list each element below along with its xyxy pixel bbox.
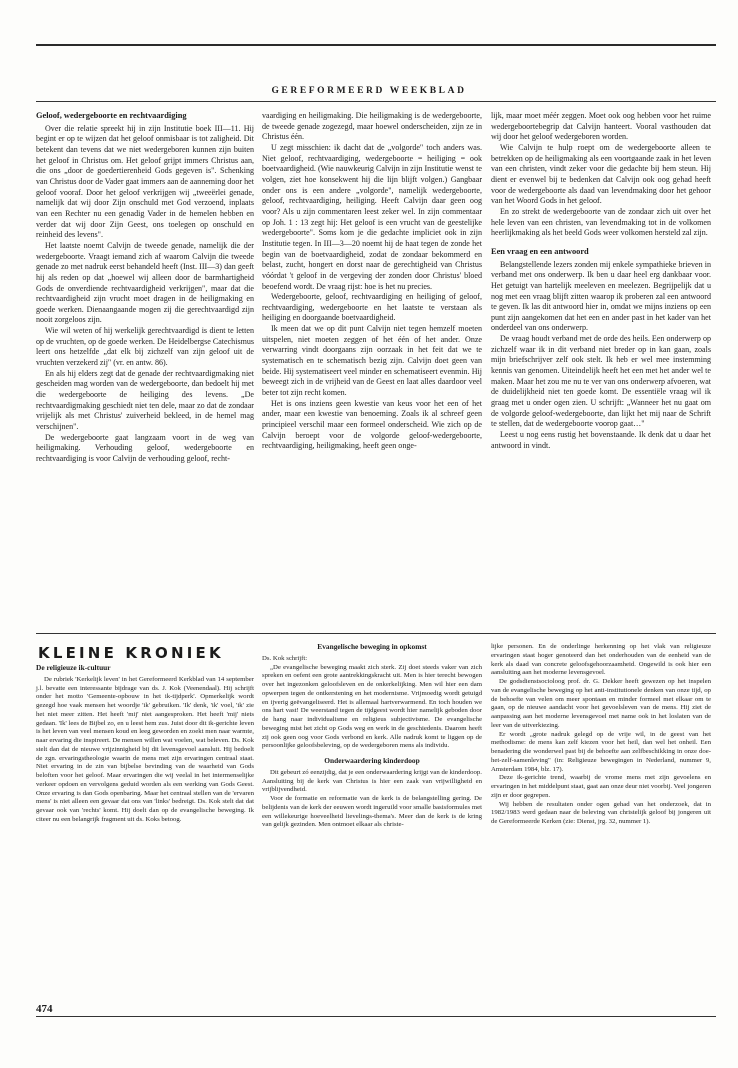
paragraph: Het is ons inziens geen kwestie van keus voor het een of het ander, maar een kwestie van benoeming. Zoals ik al schreef geen principieel verschil maar een formeel onderscheid. Wie zich op de Calvijn beroept voor de volgorde geloof-wedergeboorte, rechtvaardiging, heiligmaking, heeft geen onge-: [262, 398, 482, 451]
article-column-3: [491, 111, 711, 451]
kroniek-title: KLEINE KRONIEK: [38, 644, 224, 662]
paragraph: U zegt misschien: ik dacht dat de „volgorde" toch anders was. Niet geloof, rechtvaardiging, wedergeboorte = heiliging = ook boetvaardigheid. (Wie nauwkeurig Calvijn in zijn Institutie wenst te volgen, ziet hoe konsekwent hij die lijn blijft volgen.) Gangbaar onder ons is een andere „volgorde", namelijk wedergeboorte, geloof, rechtvaardiging, heiliging. Heeft Calvijn daar geen oog voor? Als u zijn commentaren leest zeker wel. In zijn commentaar op Joh. 1 : 13 zegt hij: Het geloof is een vrucht van de geestelijke wedergeboorte". Soms kom je die gedachte impliciet ook in zijn Institutie tegen. In III—3—20 noemt hij de haat tegen de zonde het begin van de boetvaardigheid, zodat de zondaar bekommerd en belast, zucht, hongert en dorst naar de gerechtigheid van Christus vóórdat 't geloof in de vergeving der zonden door Christus' bloed beoefend wordt. De vraag rijst: hoe is het nu precies.: [262, 142, 482, 291]
paragraph: En zo strekt de wedergeboorte van de zondaar zich uit over het hele leven van een christen, van levendmaking tot in de volkomen heerlijkmaking als het beeld Gods weer volkomen hersteld zal zijn.: [491, 206, 711, 238]
running-header: GEREFORMEERD WEEKBLAD: [271, 86, 467, 96]
page-number: 474: [36, 1003, 53, 1015]
paragraph: En als hij elders zegt dat de genade der rechtvaardigmaking niet gescheiden mag worden van de wedergeboorte, dan bedoelt hij met die wedergeboorte de heiliging des levens. „De rechtvaardigmaking geschiedt niet ten dele, maar zo dat de zondaar vrijelijk als met Christus' zuiverheid bekleed, in de hemel mag verschijnen".: [36, 368, 254, 432]
paragraph: Het laatste noemt Calvijn de tweede genade, namelijk die der wedergeboorte. Vraagt iemand zich af waarom Calvijn die tweede genade zo met nadruk eerst behandeld heeft (Inst. III—3) dan geeft hij als reden op dat „hoewel wij alleen door de barmhartigheid Gods de onverdiende rechtvaardigheid verkrijgen", maar dat die rechtvaardigheid zijn vrucht moet dragen in de heiligmaking en goede werken. Dienaangaande mogen zij die gerechtvaardigd zijn nooit zorgeloos zijn.: [36, 240, 254, 325]
kroniek-column-2: [262, 633, 482, 830]
paragraph: Er wordt „grote nadruk gelegd op de vrije wil, in de geest van het methodisme: de mens kan zelf kiezen voor het heil, dan wel het onheil. Een benadering die wonderwel past bij de behoefte aan zelfbeschikking in onze doe-het-zelf-samenleving" (in: Religieuze bewegingen in Nederland, nummer 9, Amsterdam 1984, blz. 17).: [491, 730, 711, 773]
paragraph: Wie wil weten of hij werkelijk gerechtvaardigd is dient te letten op de vruchten, op de goede werken. De Heidelbergse Catechismus leert ons hetzelfde „dat elk bij zichzelf van zijn geloof uit de vruchten verzekerd zij" (vr. en antw. 86).: [36, 326, 254, 368]
paragraph: Wie Calvijn te hulp roept om de wedergeboorte alleen te betrekken op de heiligmaking als een voortgaande zaak in het leven van een christen, vindt zeker voor die gedachte bij hem steun. Hij dient er evenwel bij te bedenken dat Calvijn ook oog gehad heeft voor de wedergeboorte als daad van levendmaking door het gehoor van het Woord Gods in het geloof.: [491, 142, 711, 206]
section-heading: Onderwaardering kinderdoop: [324, 756, 420, 765]
paragraph: De godsdienstsocioloog prof. dr. G. Dekker heeft gewezen op het inspelen van de evangelische beweging op het anti-institutionele denken van onze tijd, op de behoefte van velen om meer spontaan en minder formeel met elkaar om te gaan, op de nieuwe aandacht voor het gevoelsleven van de mens. Hij ziet de aanpassing aan het moderne levensgevoel met name ook in het loslaten van de leer van de uitverkiezing.: [491, 678, 711, 729]
paragraph: Voor de formatie en reformatie van de kerk is de belangstelling gering. De belijdenis van de kerk der eeuwen wordt ingeruild voor smalle basisformules met een willekeurige hoeveelheid lievelings-thema's. Meer dan de kerk is de kring van gelijk gezinden. Men ontmoet elkaar als christe-: [262, 795, 482, 829]
section-heading: Een vraag en een antwoord: [491, 246, 589, 256]
article-column-1: [36, 111, 254, 465]
paragraph: Ds. Kok schrijft:: [262, 654, 308, 662]
paragraph: lijk, maar moet méér zeggen. Moet ook oog hebben voor het ruime wedergeboortebegrip dat Calvijn hanteert. Vooral vasthouden dat wij door het geloof wedergeboren worden.: [491, 111, 711, 142]
kroniek-column-3: [491, 633, 711, 827]
paragraph: Belangstellende lezers zonden mij enkele sympathieke brieven in verband met ons onderwerp. Ik ben u daar heel erg dankbaar voor. Het getuigt van hartelijk meeleven en meelezen. Begrijpelijk dat u nog met een vraag blijft zitten waarop ik proberen zal een antwoord te geven. Ik las dit antwoord hier in, omdat we mijns inziens op een punt zijn aangekomen dat het een en ander past in het kader van het onderdeel van ons onderwerp.: [491, 259, 711, 333]
bottom-rule: [36, 1016, 716, 1017]
section-heading: Geloof, wedergeboorte en rechtvaardiging: [36, 111, 187, 120]
header-rule: [36, 101, 716, 102]
paragraph: Deze ik-gerichte trend, waarbij de vrome mens met zijn gevoelens en ervaringen in het middelpunt staat, gaat aan onze deur niet voorbij. Veel jongeren zijn er door gegrepen.: [491, 774, 711, 799]
paragraph: Ik meen dat we op dit punt Calvijn niet tegen hemzelf moeten uitspelen, niet moeten zeggen of het één of het ander. Onze verwarring vindt doorgaans zijn oorzaak in het feit dat we te systematisch en te schematisch bezig zijn. Calvijn doet geen van beide. Hij systematiseert veel minder en schematiseert evenmin. Hij beweegt zich in de vrijheid van de Geest en laat alles daardoor veel beter tot zijn recht komen.: [262, 324, 482, 398]
paragraph: Over die relatie spreekt hij in zijn Institutie boek III—11. Hij begint er op te wijzen dat het geloof onmisbaar is tot zaligheid. Dit betekent dan tevens dat we niet wedergeboren kunnen zijn buiten het geloof in Christus om. Het geloof grijpt immers Christus aan, die ons „door de goedertierenheid Gods gegeven is". Schenking van Christus door de Vader gaat immers aan de aanneming door het geloof vooraf. Door het geloof verkrijgen wij „tweeërlei genade, namelijk dat wij door Zijn onschuld met God verzoend, inplaats van een Rechter nu een genadig Vader in de hemelen hebben en verder dat wij door Zijn Geest, ons toelegen op onschuld en reinheid des levens".: [36, 123, 254, 240]
paragraph: De wedergeboorte gaat langzaam voort in de weg van heiligmaking. Verhouding geloof, wedergeboorte en rechtvaardiging is voor Calvijn de verhouding geloof, recht-: [36, 432, 254, 463]
paragraph: De rubriek 'Kerkelijk leven' in het Gereformeerd Kerkblad van 14 september j.l. bevatte een interessante bijdrage van ds. J. Kok (Veenendaal). Hij schrijft onder het motto 'Gemeente-opbouw in het ik-tijdperk'. Opmerkelijk wordt gezegd hoe vaak mensen het woordje 'ik' gebruiken. 'Ik' denk, 'ik' voel, 'ik' zie het niet meer zitten. Het heeft 'mij' niet aangesproken. Het heeft 'mij' niets gedaan. 'Ik' lees de Bijbel zo, en u leest hem zus. Juist door dit ik-gerichte leven is het leven van veel mensen koud en leeg geworden en zoekt men naar warmte, naar ervaring die inspireert. De mensen willen wat voelen, wat beleven. Ds. Kok stelt dan dat de nieuwe vrijzinnigheid bij dit levensgevoel aansluit. Hij bedoelt de zgn. ervaringstheologie waarin de mens met zijn ervaringen centraal staat. Niet ervaring in de zin van bijbelse bevinding van de waarheid van Gods beloften voor het geloof. Maar ervaringen die wij veelal in het intermenselijke verkeer opdoen en vervolgens geduid worden als een werking van Gods Geest. Onze ervaring is dan Gods openbaring. Maar het centraal stellen van de 'ervaren mens' is niet alleen een gevaar dat ons van 'links' bedreigt. Ds. Kok stelt dat dat gevaar ook van 'rechts' komt. Hij doelt dan op de evangelische beweging. Ik citeer nu een belangrijk fragment uit ds. Koks betoog.: [36, 675, 254, 823]
section-heading: De religieuze ik-cultuur: [36, 663, 111, 672]
paragraph: vaardiging en heiligmaking. Die heiligmaking is de wedergeboorte, de tweede genade zogezegd, maar hoewel onderscheiden, zijn ze in Christus één.: [262, 111, 482, 142]
paragraph: lijke personen. En de onderlinge herkenning op het vlak van religieuze ervaringen staat hoger genoteerd dan het onderhouden van de eenheid van de kerk als daad van concrete geloofsgehoorzaamheid. Ongewild is ook hier een aansluiting aan het moderne levensgevoel.: [491, 643, 711, 677]
paragraph: De vraag houdt verband met de orde des heils. Een onderwerp op zichzelf waar ik in dit verband niet breder op in kan gaan, zoals mijn briefschrijver zelf ook stelt. Ik heb er wel mee instemming kennis van genomen. Uiteindelijk heeft het een met het ander wel te maken. Maar het zou me nu te ver van ons onderwerp afvoeren, wat de duidelijkheid niet ten goede komt. De essentiële vraag wil ik graag met u onder ogen zien. U schrijft: „Wanneer het nu gaat om de volgorde geloof-wedergeboorte, dan lijkt het mij naar de Schrift te stellen, dat de wedergeboorte voorop gaat…": [491, 334, 711, 429]
article-column-2: [262, 111, 482, 452]
paragraph: Wedergeboorte, geloof, rechtvaardiging en heiliging of geloof, rechtvaardiging, wedergeboorte en het laatste te verstaan als heiliging en doorgaande boetvaardigheid.: [262, 292, 482, 323]
section-heading: Evangelische beweging in opkomst: [317, 642, 427, 651]
quote-paragraph: „De evangelische beweging maakt zich sterk. Zij doet steeds vaker van zich spreken en oefent een grote aantrekkingskracht uit. Men is hier terecht bewogen over het ingezonken geloofsleven en de onkerkelijking. Men wil hier een dam opwerpen tegen de ontkerstening en het modernisme. Vrijmoedig wordt getuigd en ijverig geëvangeliseerd. Het is allemaal hartverwarmend. En toch houden we ons hart vast! De weerstand tegen de tijdgeest wordt hier namelijk geboden door de hang naar individualisme en religieus subjectivisme. De evangelische beweging mist het zicht op Gods weg en werk in de geschiedenis. Daarom heeft zij ook geen oog voor Gods verbond en kerk. Alle nadruk komt te liggen op de persoonlijke geloofsbeleving, op de wedergeboren mens als individu.: [262, 663, 482, 750]
paragraph: Wij hebben de resultaten onder ogen gehad van het onderzoek, dat in 1982/1983 werd gedaan naar de beleving van christelijk geloof bij jongeren uit de Gereformeerde Kerken (zie: Dienst, jrg. 32, nummer 1).: [491, 800, 711, 825]
paragraph: Dit gebeurt zó eenzijdig, dat je een onderwaardering krijgt van de kinderdoop. Aansluiting bij de kerk van Christus is hier een zaak van vrijwilligheid en vrijblijvendheid.: [262, 768, 482, 794]
paragraph: Leest u nog eens rustig het bovenstaande. Ik denk dat u daar het antwoord in vindt.: [491, 430, 711, 450]
top-rule: [36, 44, 716, 46]
kroniek-column-1: [36, 664, 254, 825]
